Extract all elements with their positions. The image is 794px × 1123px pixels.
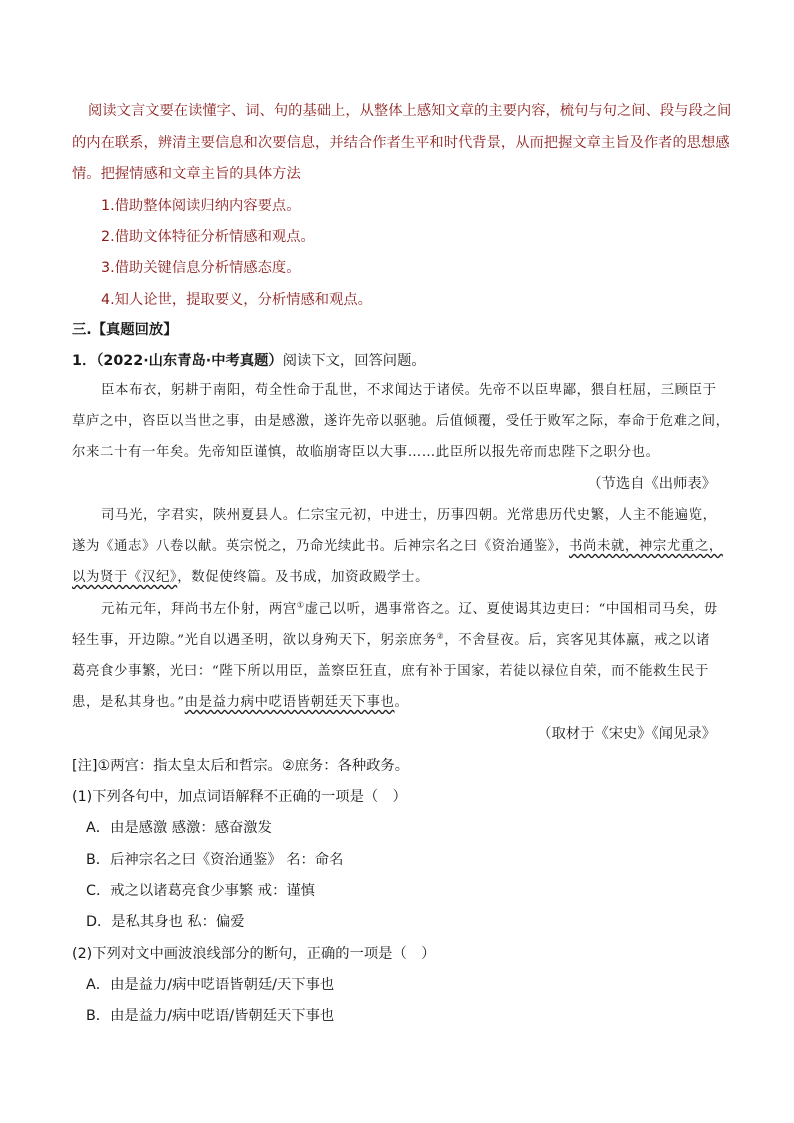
wavy-underline-segment: 书尚未就，神宗尤重之， [568,539,723,554]
q1-option-d[interactable]: D．是私其身也 私：偏爱 [86,914,245,930]
wavy-underline-segment: 以为贤于《汉纪》 [72,570,178,585]
passage2-line-3 [72,568,429,588]
footnotes: [注]①两宫：指太皇太后和哲宗。②庶务：各种政务。 [72,758,410,774]
q2-option-b[interactable]: B．由是益力/病中呓语/皆朝廷天下事也 [86,1008,335,1024]
q1-option-c[interactable]: C．戒之以诸葛亮食少事繁 戒：谨慎 [86,883,315,899]
question-header [72,351,426,371]
section-title: 三.【真题回放】 [72,322,178,338]
question-source: （2022·山东青岛·中考真题） [96,353,283,369]
footnote-marker-2: ② [436,631,445,641]
passage3-source: （取材于《宋史》《闻见录》 [537,726,716,742]
passage2-line-1: 司马光，字君实，陕州夏县人。仁宗宝元初，中进士，历事四朝。光常患历代史繁，人主不能遍览， [101,508,717,523]
passage3-text: 患，是私其身也。” [72,695,185,710]
question-prompt: 阅读下文，回答问题。 [282,353,426,369]
passage3-line-3: 葛亮食少事繁，光曰：“陛下所以用臣，盖察臣狂直，庶有补于国家，若徒以禄位自荣，而不能救生民于 [72,664,710,679]
passage3-text: 。 [394,695,409,710]
passage3-text: 虚己以听，遇事常咨之。辽、夏使谒其边吏曰：“中国相司马矣，毋 [304,602,718,617]
intro-line-3: 情。把握情感和文章主旨的具体方法 [72,166,301,182]
method-item-1: 1.借助整体阅读归纳内容要点。 [101,198,301,214]
intro-line-2: 的内在联系，辨清主要信息和次要信息，并结合作者生平和时代背景，从而把握文章主旨及作者的思想感 [72,135,730,151]
q1-option-a[interactable]: A．由是感激 感激：感奋激发 [86,820,272,836]
method-item-2: 2.借助文体特征分析情感和观点。 [101,229,315,245]
passage3-line-1 [101,600,718,620]
passage3-line-4 [72,693,409,713]
q2-stem: (2)下列对文中画波浪线部分的断句，正确的一项是（ ） [72,946,436,962]
wavy-underline-segment: 由是益力病中呓语皆朝廷天下事也 [184,695,395,710]
passage3-text: 元祐元年，拜尚书左仆射，两宫 [101,602,297,617]
method-item-3: 3.借助关键信息分析情感态度。 [101,260,301,276]
q1-option-b[interactable]: B．后神宗名之曰《资治通鉴》 名：命名 [86,852,344,868]
q1-stem: (1)下列各句中，加点词语解释不正确的一项是（ ） [72,789,407,805]
passage1-line-2: 草庐之中，咨臣以当世之事，由是感激，遂许先帝以驱驰。后值倾覆，受任于败军之际，奉命于危难之间， [72,414,730,429]
method-item-4: 4.知人论世，提取要义，分析情感和观点。 [101,292,372,308]
passage3-text: ，不舍昼夜。后，宾客见其体羸，戒之以诸 [444,633,711,648]
passage1-line-1: 臣本布衣，躬耕于南阳，苟全性命于乱世，不求闻达于诸侯。先帝不以臣卑鄙，猥自枉屈，三顾臣于 [101,383,717,398]
passage2-line-2-text: 遂为《通志》八卷以献。英宗悦之，乃命光续此书。后神宗名之曰《资治通鉴》， [72,539,569,554]
passage1-line-3: 尔来二十有一年矣。先帝知臣谨慎，故临崩寄臣以大事……此臣所以报先帝而忠陛下之职分也。 [72,445,660,460]
footnote-marker-1: ① [296,600,305,610]
passage3-text: 轻生事，开边隙。”光自以遇圣明，欲以身殉天下，躬亲庶务 [72,633,437,648]
q2-option-a[interactable]: A．由是益力/病中呓语皆朝廷/天下事也 [86,977,335,993]
passage2-line-3-text: ，数促使终篇。及书成，加资政殿学士。 [177,570,430,585]
passage1-source: （节选自《出师表》 [587,476,716,492]
passage2-line-2 [72,537,723,557]
intro-line-1: 阅读文言文要在读懂字、词、句的基础上，从整体上感知文章的主要内容，梳句与句之间、段与段之间 [88,103,732,119]
passage3-line-2 [72,631,710,651]
question-number: 1． [72,353,97,369]
